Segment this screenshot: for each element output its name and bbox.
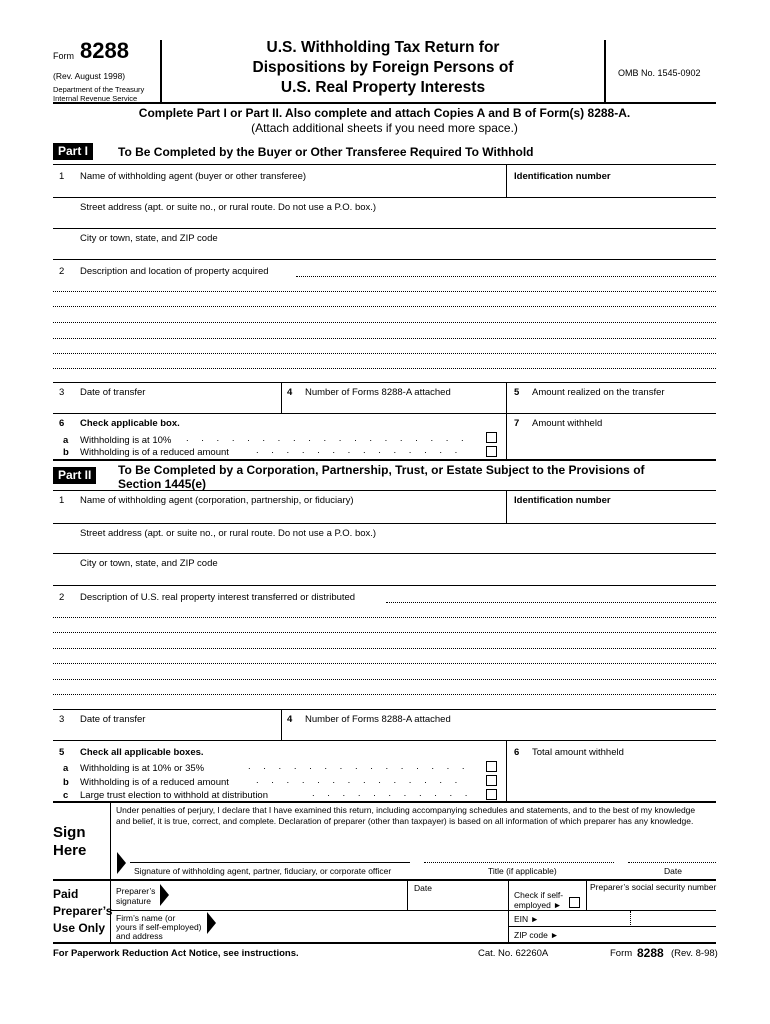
rule xyxy=(281,709,282,740)
perjury-statement-line-2: and belief, it is true, correct, and complete. Declaration of preparer (other than taxpayer) is based on all information of which preparer has any knowledge. xyxy=(116,816,694,826)
title-line-1: U.S. Withholding Tax Return for xyxy=(266,39,500,56)
firm-name-label-3: and address xyxy=(116,931,163,941)
preparer-ssn-input[interactable] xyxy=(590,894,718,910)
use-only-word: Use Only xyxy=(53,921,106,935)
rule xyxy=(506,740,507,802)
line-1-number: 1 xyxy=(59,495,65,506)
header-rule xyxy=(53,102,716,104)
city-state-zip-label: City or town, state, and ZIP code xyxy=(80,558,218,569)
rule xyxy=(630,911,631,925)
write-in-line[interactable] xyxy=(296,276,716,277)
preparer-signature-input[interactable] xyxy=(172,893,406,909)
large-trust-election-checkbox[interactable] xyxy=(486,789,497,800)
part-1-title: To Be Completed by the Buyer or Other Transferee Required To Withhold xyxy=(118,145,534,159)
line-5-number: 5 xyxy=(59,747,65,758)
date-label: Date xyxy=(664,866,682,876)
line-5a-label: Withholding is at 10% or 35% xyxy=(80,763,205,774)
ein-input[interactable] xyxy=(545,911,629,927)
withholding-reduced-amount-checkbox[interactable] xyxy=(486,775,497,786)
self-employed-label-2: employed ► xyxy=(514,900,562,910)
preparer-ssn-label: Preparer’s social security number xyxy=(590,882,717,892)
rule xyxy=(110,880,111,942)
line-2-number: 2 xyxy=(59,266,65,277)
line-6b-label: Withholding is of a reduced amount xyxy=(80,447,229,458)
preparer-date-label: Date xyxy=(414,883,432,893)
write-in-line[interactable] xyxy=(53,338,716,339)
rule xyxy=(53,585,716,586)
line-1-label: Name of withholding agent (corporation, partnership, or fiduciary) xyxy=(80,495,354,506)
instruction-line: Complete Part I or Part II. Also complete and attach Copies A and B of Form(s) 8288-A. xyxy=(138,106,631,120)
line-6-label: Check applicable box. xyxy=(80,418,180,429)
zip-code-input[interactable] xyxy=(568,927,712,943)
line-5a-letter: a xyxy=(63,763,69,774)
rule xyxy=(407,880,408,910)
signature-line[interactable] xyxy=(130,862,410,863)
zip-code-label: ZIP code ► xyxy=(514,930,559,940)
self-employed-checkbox[interactable] xyxy=(569,897,580,908)
write-in-line[interactable] xyxy=(53,679,716,680)
rule xyxy=(506,164,507,197)
perjury-statement-line-1: Under penalties of perjury, I declare that I have examined this return, including accompanying schedules and statements, and to the best of my knowledge xyxy=(116,805,696,815)
line-2-number: 2 xyxy=(59,592,65,603)
line-7-number: 7 xyxy=(514,418,520,429)
title-line-2: Dispositions by Foreign Persons of xyxy=(252,59,514,76)
entity-city-state-zip-input[interactable] xyxy=(80,570,714,586)
header-divider-right xyxy=(604,40,606,102)
line-4-number: 4 xyxy=(287,387,293,398)
street-address-label: Street address (apt. or suite no., or rural route. Do not use a P.O. box.) xyxy=(80,202,377,213)
write-in-line[interactable] xyxy=(386,602,716,603)
rule xyxy=(53,413,716,414)
entity-agent-name-input[interactable] xyxy=(80,507,504,523)
line-5b-letter: b xyxy=(63,777,69,788)
preparers-word: Preparer’s xyxy=(53,904,113,918)
firm-arrow-icon xyxy=(207,912,216,934)
department-line: Department of the Treasury xyxy=(53,85,145,94)
line-1-number: 1 xyxy=(59,171,65,182)
line-5-label: Check all applicable boxes. xyxy=(80,747,204,758)
line-5b-label: Withholding is of a reduced amount xyxy=(80,777,229,788)
write-in-line[interactable] xyxy=(53,663,716,664)
write-in-line[interactable] xyxy=(53,322,716,323)
write-in-line[interactable] xyxy=(53,648,716,649)
line-6-number: 6 xyxy=(514,747,520,758)
line-6a-letter: a xyxy=(63,435,69,446)
line-4-label: Number of Forms 8288-A attached xyxy=(305,387,451,398)
line-6-number: 6 xyxy=(59,418,65,429)
rule xyxy=(586,880,587,910)
rule xyxy=(53,490,716,491)
rule xyxy=(53,942,716,944)
rule xyxy=(506,490,507,523)
line-6b-letter: b xyxy=(63,447,69,458)
identification-number-label: Identification number xyxy=(514,171,611,182)
signature-label: Signature of withholding agent, partner, fiduciary, or corporate officer xyxy=(134,866,392,876)
rule xyxy=(53,459,716,461)
total-amount-withheld-input[interactable] xyxy=(532,775,716,791)
line-4-label: Number of Forms 8288-A attached xyxy=(305,714,451,725)
date-line[interactable] xyxy=(628,862,716,863)
part-1-tag: Part I xyxy=(53,143,93,160)
line-5c-label: Large trust election to withhold at distribution xyxy=(80,790,268,801)
entity-identification-number-input[interactable] xyxy=(514,507,716,523)
rule xyxy=(110,802,111,880)
here-word: Here xyxy=(53,842,87,859)
footer-form-word: Form xyxy=(610,948,633,959)
omb-number: OMB No. 1545-0902 xyxy=(618,68,701,78)
identification-number-label: Identification number xyxy=(514,495,611,506)
part-2-title-line-1: To Be Completed by a Corporation, Partnership, Trust, or Estate Subject to the Provisions of xyxy=(118,463,645,477)
rule xyxy=(53,709,716,710)
rule xyxy=(53,553,716,554)
rule xyxy=(53,382,716,383)
rule xyxy=(53,523,716,524)
line-5-number: 5 xyxy=(514,387,520,398)
rule xyxy=(53,197,716,198)
line-3-label: Date of transfer xyxy=(80,387,146,398)
city-state-zip-label: City or town, state, and ZIP code xyxy=(80,233,218,244)
form-title xyxy=(162,38,604,98)
withholding-reduced-checkbox[interactable] xyxy=(486,446,497,457)
firm-name-label-2: yours if self-employed) xyxy=(116,922,202,932)
title-label: Title (if applicable) xyxy=(488,866,557,876)
part-2-tag: Part II xyxy=(53,467,96,484)
rule xyxy=(506,413,507,460)
line-2-label: Description of U.S. real property interest transferred or distributed xyxy=(80,592,356,603)
paperwork-notice: For Paperwork Reduction Act Notice, see instructions. xyxy=(53,948,299,959)
instruction-subline: (Attach additional sheets if you need more space.) xyxy=(251,121,518,135)
preparer-signature-label-2: signature xyxy=(116,896,151,906)
write-in-line[interactable] xyxy=(53,291,716,292)
sign-here-heading xyxy=(53,824,86,860)
rule xyxy=(53,164,716,165)
rule xyxy=(506,382,507,413)
withholding-10-percent-checkbox[interactable] xyxy=(486,432,497,443)
line-3-number: 3 xyxy=(59,714,65,725)
part-2-title-line-2: Section 1445(e) xyxy=(118,477,207,491)
title-line[interactable] xyxy=(424,862,614,863)
footer-revision: (Rev. 8-98) xyxy=(671,948,718,959)
title-line-3: U.S. Real Property Interests xyxy=(280,79,486,96)
line-5-label: Amount realized on the transfer xyxy=(532,387,665,398)
firm-name-label-1: Firm’s name (or xyxy=(116,913,176,923)
line-1-label: Name of withholding agent (buyer or other transferee) xyxy=(80,171,307,182)
line-6a-label: Withholding is at 10% xyxy=(80,435,172,446)
paid-word: Paid xyxy=(53,887,79,901)
catalog-number: Cat. No. 62260A xyxy=(478,948,549,959)
ein-label: EIN ► xyxy=(514,914,539,924)
firm-name-address-input[interactable] xyxy=(220,915,506,931)
write-in-line[interactable] xyxy=(53,368,716,369)
withholding-10-or-35-percent-checkbox[interactable] xyxy=(486,761,497,772)
street-address-label: Street address (apt. or suite no., or rural route. Do not use a P.O. box.) xyxy=(80,528,377,539)
amount-withheld-input[interactable] xyxy=(532,440,716,456)
sign-word: Sign xyxy=(53,824,86,841)
footer-form-number: 8288 xyxy=(637,946,664,960)
line-2-label: Description and location of property acquired xyxy=(80,266,269,277)
line-6-label: Total amount withheld xyxy=(532,747,624,758)
self-employed-label-1: Check if self- xyxy=(514,890,564,900)
preparer-date-input[interactable] xyxy=(414,895,508,911)
form-word: Form xyxy=(53,51,74,61)
write-in-line[interactable] xyxy=(53,694,716,695)
rule xyxy=(53,259,716,260)
preparer-signature-label-1: Preparer’s xyxy=(116,886,156,896)
write-in-line[interactable] xyxy=(53,353,716,354)
line-4-number: 4 xyxy=(287,714,293,725)
form-number: 8288 xyxy=(80,38,129,63)
rule xyxy=(53,879,716,881)
sign-arrow-icon xyxy=(117,852,126,874)
write-in-line[interactable] xyxy=(53,306,716,307)
line-5c-letter: c xyxy=(63,790,69,801)
line-7-label: Amount withheld xyxy=(532,418,603,429)
rule xyxy=(53,801,716,803)
rule xyxy=(508,880,509,910)
line-3-number: 3 xyxy=(59,387,65,398)
agency-line: Internal Revenue Service xyxy=(53,94,138,103)
write-in-line[interactable] xyxy=(53,632,716,633)
write-in-line[interactable] xyxy=(53,617,716,618)
rule xyxy=(281,382,282,413)
paid-preparer-heading xyxy=(53,886,112,937)
preparer-sign-arrow-icon xyxy=(160,884,169,906)
revision-date: (Rev. August 1998) xyxy=(53,71,126,81)
rule xyxy=(53,228,716,229)
rule xyxy=(53,740,716,741)
line-3-label: Date of transfer xyxy=(80,714,146,725)
